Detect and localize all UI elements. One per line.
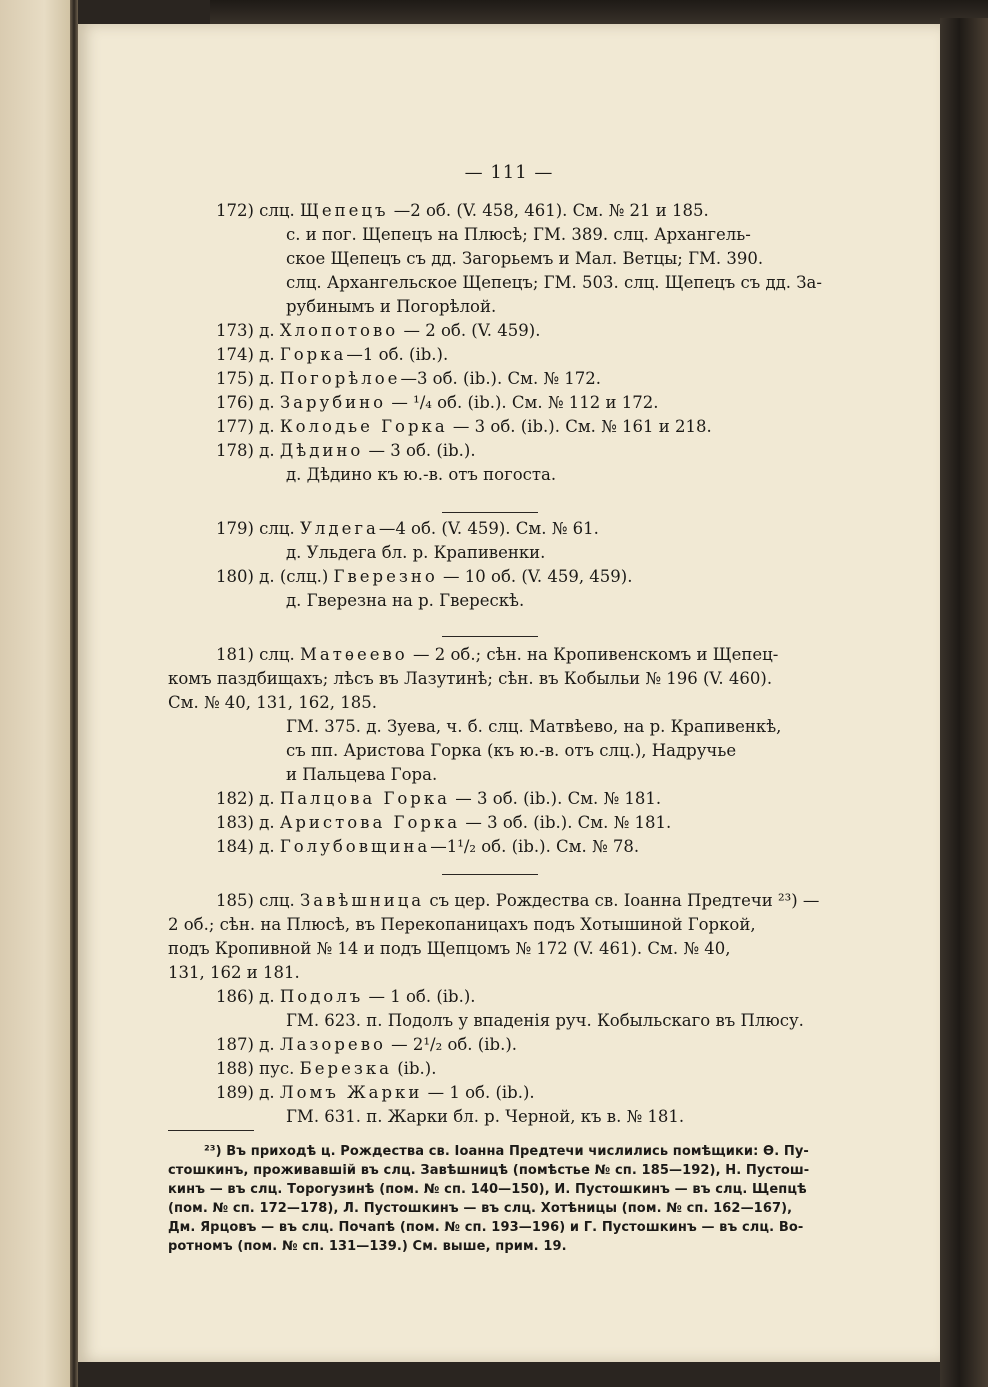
place-name: Березка [299, 1059, 392, 1078]
entry-text: 186) д. [216, 987, 280, 1006]
text-line-e180-a: д. Гверезна на р. Гверескѣ. [286, 591, 525, 610]
entry-text: — 1 об. (ib.). [422, 1083, 535, 1102]
entry-text: 173) д. [216, 321, 280, 340]
text-line-e174 [216, 344, 448, 366]
text-line-e179 [216, 518, 599, 540]
text-line-e185-c: 131, 162 и 181. [168, 963, 300, 982]
entry-text: 176) д. [216, 393, 280, 412]
footnote-line: ²³) Въ приходѣ ц. Рождества св. Іоанна Предтечи числились помѣщики: Ѳ. Пу- [204, 1144, 809, 1159]
entry-text: 187) д. [216, 1035, 280, 1054]
entry-text: 180) д. (слц.) [216, 567, 334, 586]
text-line-e181-b: См. № 40, 131, 162, 185. [168, 693, 377, 712]
book-page [78, 24, 940, 1362]
text-line-e175 [216, 368, 601, 390]
text-line-e189 [216, 1082, 535, 1104]
text-line-e177 [216, 416, 712, 438]
entry-text: 184) д. [216, 837, 280, 856]
entry-text: съ цер. Рождества св. Іоанна Предтечи ²³) — [424, 891, 820, 910]
book-cover-top [210, 0, 988, 26]
left-page-edge [0, 0, 74, 1387]
text-line-e181-e: и Пальцева Гора. [286, 765, 438, 784]
entry-text: 188) пус. [216, 1059, 300, 1078]
text-line-e179-a: д. Ульдега бл. р. Крапивенки. [286, 543, 546, 562]
text-line-e187 [216, 1034, 517, 1056]
text-line-e186-a: ГМ. 623. п. Подолъ у впаденія руч. Кобыльскаго въ Плюсу. [286, 1011, 804, 1030]
section-divider [168, 1130, 254, 1131]
footnote-line: кинъ — въ слц. Торогузинѣ (пом. № сп. 140—150), И. Пустошкинъ — въ слц. Щепцѣ [168, 1182, 807, 1197]
text-line-e181-c: ГМ. 375. д. Зуева, ч. б. слц. Матвѣево, на р. Крапивенкѣ, [286, 717, 782, 736]
text-line-e172-d: рубинымъ и Погорѣлой. [286, 297, 497, 316]
place-name: Завѣшница [300, 891, 425, 910]
text-line-e186 [216, 986, 476, 1008]
entry-text: — 3 об. (ib.). См. № 161 и 218. [447, 417, 712, 436]
place-name: Колодье Горка [279, 417, 448, 436]
entry-text: 174) д. [216, 345, 280, 364]
entry-text: 189) д. [216, 1083, 280, 1102]
entry-text: 179) слц. [216, 519, 300, 538]
text-line-e185-b: подъ Кропивной № 14 и подъ Щепцомъ № 172 (V. 461). См. № 40, [168, 939, 731, 958]
text-line-e181-a: комъ паздбищахъ; лѣсъ въ Лазутинѣ; сѣн. въ Кобыльи № 196 (V. 460). [168, 669, 773, 688]
entry-text: 181) слц. [216, 645, 300, 664]
text-line-e172-a: с. и пог. Щепецъ на Плюсѣ; ГМ. 389. слц. Архангель- [286, 225, 751, 244]
place-name: Подолъ [279, 987, 364, 1006]
section-divider [442, 636, 538, 637]
place-name: Матѳеево [300, 645, 408, 664]
place-name: Зарубино [279, 393, 387, 412]
entry-text: — 3 об. (ib.). См. № 181. [450, 789, 662, 808]
entry-text: 182) д. [216, 789, 280, 808]
place-name: Ломъ Жарки [279, 1083, 423, 1102]
entry-text: — 2¹/₂ об. (ib.). [385, 1035, 518, 1054]
text-line-e172-b: ское Щепецъ съ дд. Загорьемъ и Мал. Ветцы; ГМ. 390. [286, 249, 764, 268]
entry-text: (ib.). [392, 1059, 437, 1078]
entry-text: —1 об. (ib.). [346, 345, 449, 364]
place-name: Дѣдино [279, 441, 364, 460]
place-name: Гверезно [333, 567, 438, 586]
entry-text: — 3 об. (ib.). [363, 441, 476, 460]
book-gutter [70, 0, 78, 1387]
entry-text: — ¹/₄ об. (ib.). См. № 112 и 172. [386, 393, 659, 412]
place-name: Аристова Горка [279, 813, 461, 832]
footnote-line: (пом. № сп. 172—178), Л. Пустошкинъ — въ слц. Хотѣницы (пом. № сп. 162—167), [168, 1201, 793, 1216]
place-name: Погорѣлое [279, 369, 401, 388]
entry-text: 185) слц. [216, 891, 300, 910]
text-line-e176 [216, 392, 658, 414]
entry-text: —2 об. (V. 458, 461). См. № 21 и 185. [388, 201, 709, 220]
text-line-e181 [216, 644, 778, 666]
entry-text: —4 об. (V. 459). См. № 61. [378, 519, 599, 538]
section-divider [442, 874, 538, 875]
text-line-e185-a: 2 об.; сѣн. на Плюсѣ, въ Перекопаницахъ подъ Хотышиной Горкой, [168, 915, 756, 934]
footnote-line: стошкинъ, проживавшій въ слц. Завѣшницѣ (помѣстье № сп. 185—192), Н. Пустош- [168, 1163, 810, 1178]
entry-text: 178) д. [216, 441, 280, 460]
place-name: Лазорево [279, 1035, 386, 1054]
book-cover-edge [940, 18, 988, 1387]
place-name: Хлопотово [279, 321, 399, 340]
text-line-e173 [216, 320, 540, 342]
entry-text: —1¹/₂ об. (ib.). См. № 78. [430, 837, 640, 856]
place-name: Голубовщина [279, 837, 431, 856]
footnote-line: ротномъ (пом. № сп. 131—139.) См. выше, прим. 19. [168, 1239, 567, 1254]
entry-text: — 10 об. (V. 459, 459). [437, 567, 633, 586]
entry-text: — 3 об. (ib.). См. № 181. [460, 813, 672, 832]
place-name: Щепецъ [300, 201, 389, 220]
text-line-e183 [216, 812, 671, 834]
text-line-e172-c: слц. Архангельское Щепецъ; ГМ. 503. слц. Щепецъ съ дд. За- [286, 273, 822, 292]
text-line-e181-d: съ пп. Аристова Горка (къ ю.-в. отъ слц.), Надручье [286, 741, 737, 760]
entry-text: — 2 об.; сѣн. на Кропивенскомъ и Щепец- [407, 645, 779, 664]
text-line-e178 [216, 440, 476, 462]
text-line-e178-a: д. Дѣдино къ ю.-в. отъ погоста. [286, 465, 557, 484]
entry-text: 172) слц. [216, 201, 300, 220]
entry-text: — 2 об. (V. 459). [398, 321, 541, 340]
footnote-line: Дм. Ярцовъ — въ слц. Почапѣ (пом. № сп. 193—196) и Г. Пустошкинъ — въ слц. Во- [168, 1220, 804, 1235]
place-name: Горка [279, 345, 347, 364]
text-line-e188 [216, 1058, 436, 1080]
text-line-e185 [216, 890, 819, 912]
section-divider [442, 512, 538, 513]
text-line-e180 [216, 566, 633, 588]
text-line-e189-a: ГМ. 631. п. Жарки бл. р. Черной, къ в. № 181. [286, 1107, 685, 1126]
page-number: — 111 — [464, 162, 554, 183]
entry-text: 175) д. [216, 369, 280, 388]
text-line-e182 [216, 788, 661, 810]
entry-text: 183) д. [216, 813, 280, 832]
text-line-e184 [216, 836, 639, 858]
entry-text: —3 об. (ib.). См. № 172. [400, 369, 602, 388]
entry-text: — 1 об. (ib.). [363, 987, 476, 1006]
place-name: Улдега [300, 519, 379, 538]
text-line-e172 [216, 200, 709, 222]
entry-text: 177) д. [216, 417, 280, 436]
place-name: Палцова Горка [279, 789, 451, 808]
